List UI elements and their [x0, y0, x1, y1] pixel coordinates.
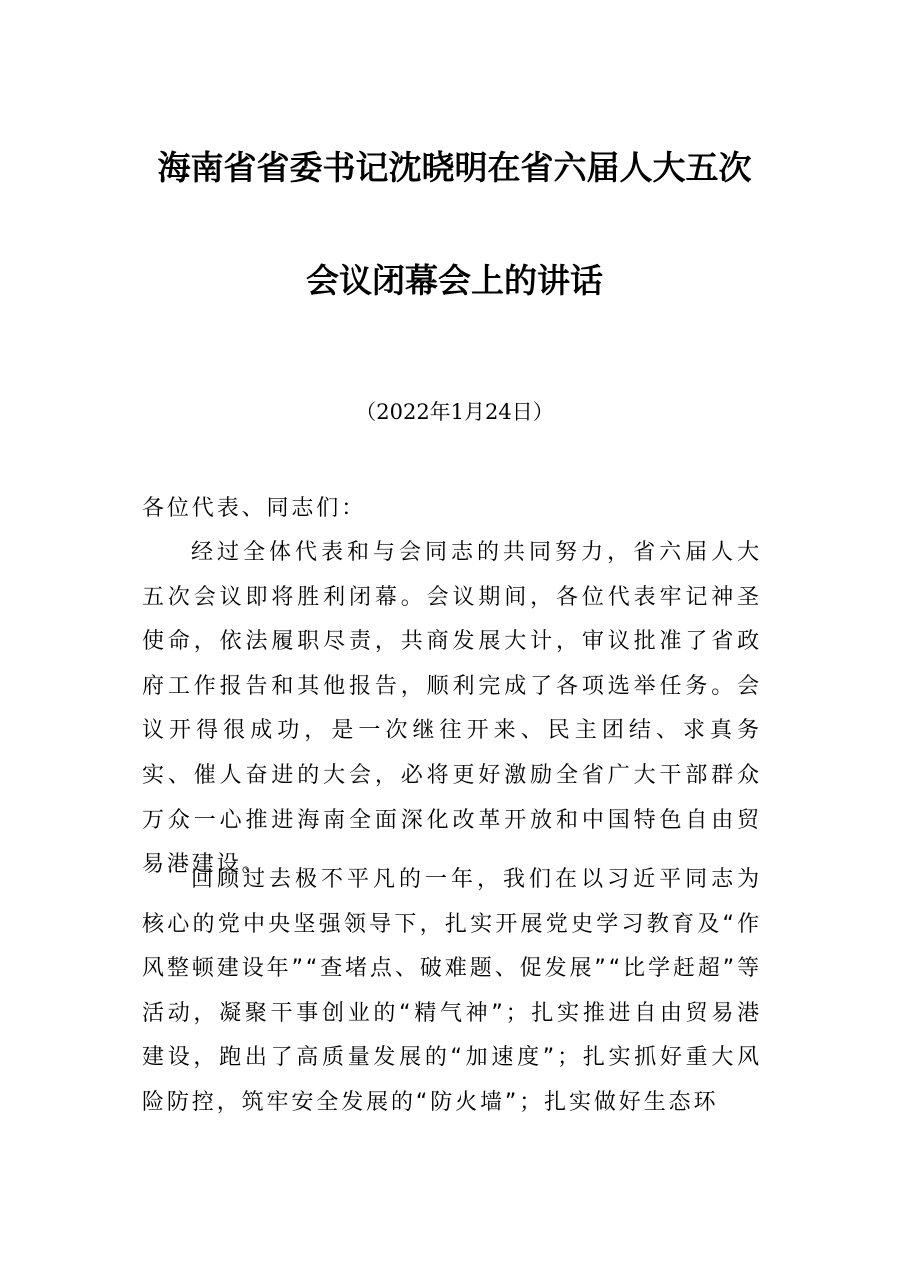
document-date: （2022年1月24日）: [355, 400, 554, 424]
salutation: 各位代表、同志们：: [142, 496, 367, 521]
paragraph-1: 经过全体代表和与会同志的共同努力，省六届人大五次会议即将胜利闭幕。会议期间，各位代表牢记神圣使命，依法履职尽责，共商发展大计，审议批准了省政府工作报告和其他报告，顺利完成了各项选举任务。会议开得很成功，是一次继往开来、民主团结、求真务实、催人奋进的大会，必将更好激励全省广大干部群众万众一心推进海南全面深化改革开放和中国特色自由贸易港建设。: [142, 540, 762, 878]
paragraph-2: 回顾过去极不平凡的一年，我们在以习近平同志为核心的党中央坚强领导下，扎实开展党史学习教育及“作风整顿建设年”“查堵点、破难题、促发展”“比学赶超”等活动，凝聚干事创业的“精气神”；扎实推进自由贸易港建设，跑出了高质量发展的“加速度”；扎实抓好重大风险防控，筑牢安全发展的“防火墙”；扎实做好生态环: [142, 867, 762, 1115]
document-title-line-2: 会议闭幕会上的讲话: [306, 261, 603, 300]
document-title-line-1: 海南省省委书记沈晓明在省六届人大五次: [157, 148, 752, 187]
